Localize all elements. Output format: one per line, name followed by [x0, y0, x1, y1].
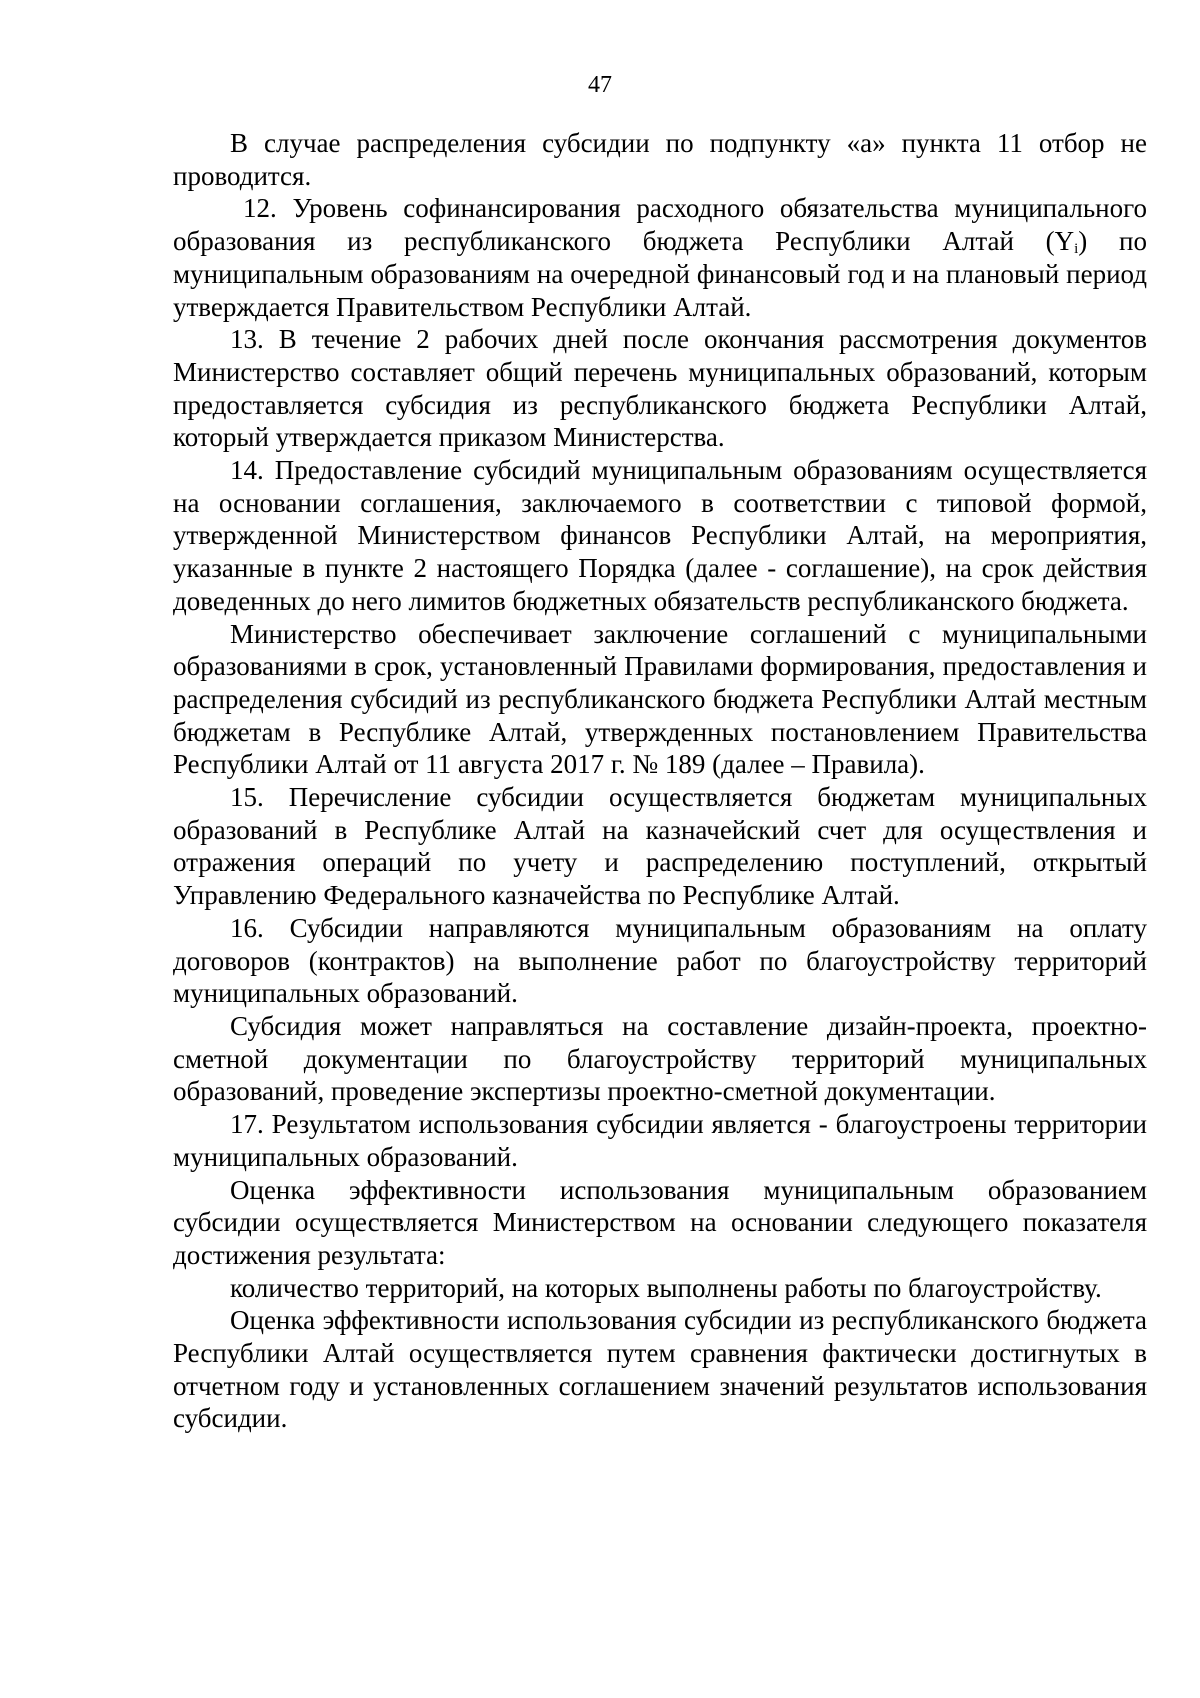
paragraph-15-transfer: 15. Перечисление субсидии осуществляется бюджетам муниципальных образований в Республике Алтай на казначейский счет для осуществления и отражения операций по учету и распределению поступлений, открытый Управлению Федерального казначейства по Республике Алтай. — [173, 782, 1147, 911]
paragraph-selection-note: В случае распределения субсидии по подпункту «а» пункта 11 отбор не проводится. — [173, 128, 1147, 191]
paragraph-14-subsidy-provision: 14. Предоставление субсидий муниципальным образованиям осуществляется на основании соглашения, заключаемого в соответствии с типовой формой, утвержденной Министерством финансов Республики Алтай, на мероприятия, указанные в пункте 2 настоящего Порядка (далее - соглашение), на срок действия доведенных до него лимитов бюджетных обязательств республиканского бюджета. — [173, 455, 1147, 616]
paragraph-12-text-before: 12. Уровень софинансирования расходного обязательства муниципального образования из республиканского бюджета Республики Алтай (Y — [173, 193, 1147, 257]
paragraph-efficiency-comparison: Оценка эффективности использования субсидии из республиканского бюджета Республики Алтай осуществляется путем сравнения фактически достигнутых в отчетном году и установленных соглашением значений результатов использования субсидии. — [173, 1305, 1147, 1434]
paragraph-17-result: 17. Результатом использования субсидии является - благоустроены территории муниципальных образований. — [173, 1109, 1147, 1172]
paragraph-12-cofinancing-level — [173, 192, 1147, 323]
page-number: 47 — [588, 72, 612, 98]
paragraph-indicator: количество территорий, на которых выполнены работы по благоустройству. — [230, 1272, 1102, 1303]
paragraph-design-project: Субсидия может направляться на составление дизайн-проекта, проектно-сметной документации по благоустройству территорий муниципальных образований, проведение экспертизы проектно-сметной документации. — [173, 1010, 1147, 1107]
paragraph-16-subsidy-direction: 16. Субсидии направляются муниципальным образованиям на оплату договоров (контрактов) на выполнение работ по благоустройству территорий муниципальных образований. — [173, 912, 1147, 1009]
paragraph-12-subscript: i — [1074, 241, 1079, 258]
paragraph-13-municipal-list: 13. В течение 2 рабочих дней после окончания рассмотрения документов Министерство составляет общий перечень муниципальных образований, которым предоставляется субсидия из республиканского бюджета Республики Алтай, который утверждается приказом Министерства. — [173, 324, 1147, 453]
paragraph-12-text-after: ) по муниципальным образованиям на очередной финансовый год и на плановый период утверждается Правительством Республики Алтай. — [173, 226, 1147, 322]
paragraph-agreements: Министерство обеспечивает заключение соглашений с муниципальными образованиями в срок, установленный Правилами формирования, предоставления и распределения субсидий из республиканского бюджета Республики Алтай местным бюджетам в Республике Алтай, утвержденных постановлением Правительства Республики Алтай от 11 августа 2017 г. № 189 (далее – Правила). — [173, 618, 1147, 780]
paragraph-efficiency-assessment: Оценка эффективности использования муниципальным образованием субсидии осуществляется Министерством на основании следующего показателя достижения результата: — [173, 1174, 1147, 1270]
document-body — [173, 127, 1147, 1435]
